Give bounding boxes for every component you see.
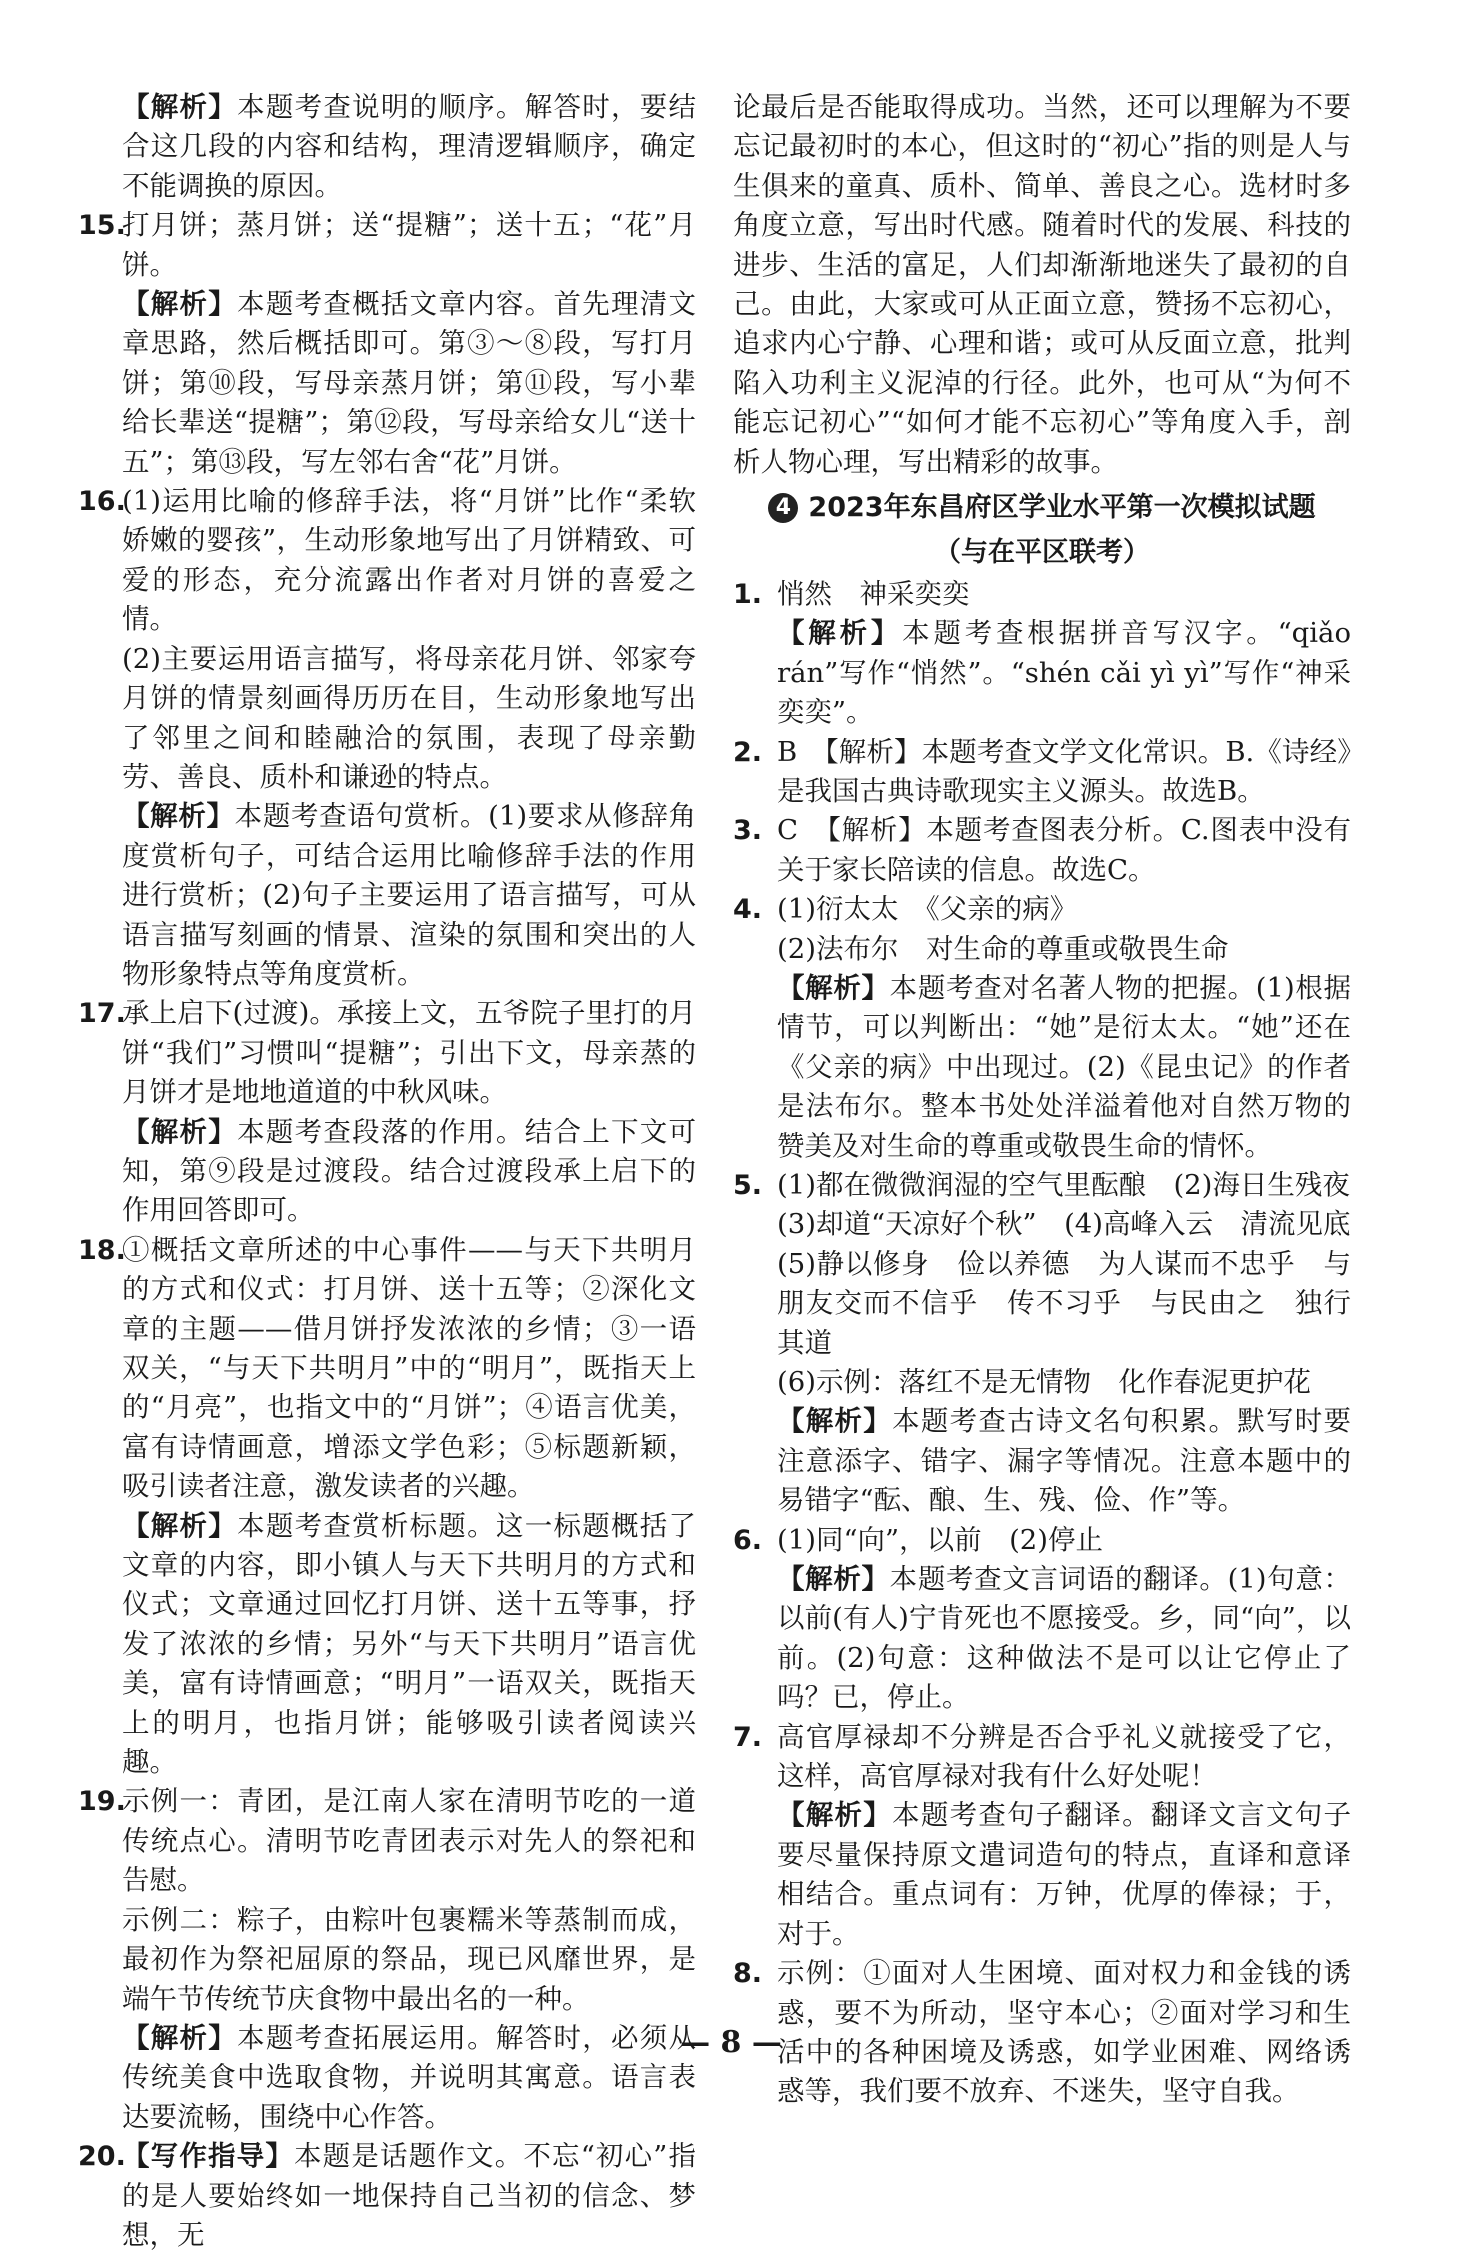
label-tag: 【解析】 xyxy=(122,91,238,123)
question-16 xyxy=(78,482,696,994)
answer: 承上启下(过渡)。承接上文，五爷院子里打的月饼“我们”习惯叫“提糖”；引出下文，母亲蒸的月饼才是地地道道的中秋风味。 xyxy=(122,997,696,1109)
question-1 xyxy=(733,575,1351,733)
answer: ①概括文章所述的中心事件——与天下共明月的方式和仪式：打月饼、送十五等；②深化文章的主题——借月饼抒发浓浓的乡情；③一语双关，“与天下共明月”中的“明月”，既指天上的“月亮”，也指文中的“月饼”；④语言优美，富有诗情画意，增添文学色彩；⑤标题新颖，吸引读者注意，激发读者的兴趣。 xyxy=(122,1233,696,1503)
question-4 xyxy=(733,890,1351,1166)
answer-part-2: (2)法布尔 对生命的尊重或敬畏生命 xyxy=(777,932,1229,965)
analysis: 【解析】本题考查概括文章内容。首先理清文章思路，然后概括即可。第③～⑧段，写打月饼；第⑩段，写母亲蒸月饼；第⑪段，写小辈给长辈送“提糖”；第⑫段，写母亲给女儿“送十五”；第⑬段，写左邻右舍“花”月饼。 xyxy=(122,288,697,478)
label-tag: 【解析】 xyxy=(777,1799,893,1832)
answer-part-1: (1)运用比喻的修辞手法，将“月饼”比作“柔软娇嫩的婴孩”，生动形象地写出了月饼精致、可爱的形态，充分流露出作者对月饼的喜爱之情。 xyxy=(122,485,696,636)
label-tag: 【解析】 xyxy=(777,971,890,1004)
left-column xyxy=(78,88,696,2255)
answer: 悄然 神采奕奕 xyxy=(777,577,970,610)
label-tag: 【解析】 xyxy=(122,288,238,321)
q14-jiexi-continued: 【解析】本题考查说明的顺序。解答时，要结合这几段的内容和结构，理清逻辑顺序，确定不能调换的原因。 xyxy=(122,91,697,202)
analysis: 【解析】本题考查拓展运用。解答时，必须从传统美食中选取食物，并说明其寓意。语言表达要流畅，围绕中心作答。 xyxy=(122,2021,697,2133)
question-2 xyxy=(733,733,1351,812)
question-number: 15. xyxy=(78,210,126,242)
writing-guide-continued: 论最后是否能取得成功。当然，还可以理解为不要忘记最初时的本心，但这时的“初心”指的则是人与生俱来的童真、质朴、简单、善良之心。选材时多角度立意，写出时代感。随着时代的发展、科技的进步、生活的富足，人们却渐渐地迷失了最初的自己。由此，大家或可从正面立意，赞扬不忘初心，追求内心宁静、心理和谐；或可从反面立意，批判陷入功利主义泥淖的行径。此外，也可从“为何不能忘记初心”“如何才能不忘初心”等角度入手，剖析人物心理，写出精彩的故事。 xyxy=(733,91,1351,478)
question-number: 8. xyxy=(733,1958,763,1990)
question-number: 3. xyxy=(733,815,763,847)
label-tag: 【解析】 xyxy=(122,1509,238,1542)
answer-part-1: (1)衍太太 《父亲的病》 xyxy=(777,893,1078,926)
answer: C 【解析】本题考查图表分析。C.图表中没有关于家长陪读的信息。故选C。 xyxy=(777,814,1351,886)
label-tag: 【解析】 xyxy=(122,2021,238,2054)
page-number: — 8 — xyxy=(680,2025,782,2060)
question-number: 19. xyxy=(78,1786,126,1818)
answer-example-1: 示例一：青团，是江南人家在清明节吃的一道传统点心。清明节吃青团表示对先人的祭祀和告慰。 xyxy=(122,1785,696,1897)
label-tag: 【解析】 xyxy=(777,1563,890,1596)
question-18 xyxy=(78,1231,696,1783)
answer-line-1: (1)都在微微润湿的空气里酝酿 (2)海日生残夜 xyxy=(777,1168,1350,1201)
question-15 xyxy=(78,206,696,482)
question-number: 2. xyxy=(733,736,763,768)
question-number: 5. xyxy=(733,1169,763,1201)
answer: (1)同“向”，以前 (2)停止 xyxy=(777,1523,1104,1556)
answer: 示例：①面对人生困境、面对权力和金钱的诱惑，要不为所动，坚守本心；②面对学习和生活中的各种困境及诱惑，如学业困难、网络诱惑等，我们要不放弃、不迷失，坚守自我。 xyxy=(777,1957,1351,2108)
answer-example-2: 示例二：粽子，由粽叶包裹糯米等蒸制而成，最初作为祭祀屈原的祭品，现已风靡世界，是端午节传统节庆食物中最出名的一种。 xyxy=(122,1903,696,2015)
question-number: 20. xyxy=(78,2141,126,2173)
answer: 打月饼；蒸月饼；送“提糖”；送十五；“花”月饼。 xyxy=(122,209,696,281)
question-5 xyxy=(733,1166,1351,1521)
label-tag: 【解析】 xyxy=(122,1115,238,1148)
question-number: 16. xyxy=(78,486,126,518)
analysis: 【解析】本题考查文言词语的翻译。(1)句意：以前(有人)宁肯死也不愿接受。乡，同“向”，以前。(2)句意：这种做法不是可以让它停止了吗？已，停止。 xyxy=(777,1563,1352,1714)
analysis: 【解析】本题考查对名著人物的把握。(1)根据情节，可以判断出：“她”是衍太太。“她”还在《父亲的病》中出现过。(2)《昆虫记》的作者是法布尔。整本书处处洋溢着他对自然万物的赞美及对生命的尊重或敬畏生命的情怀。 xyxy=(777,971,1352,1162)
question-number: 17. xyxy=(78,998,126,1030)
answer-line-3: (5)静以修身 俭以养德 为人谋而不忠乎 与朋友交而不信乎 传不习乎 与民由之 独行其道 xyxy=(777,1247,1351,1359)
label-tag: 【解析】 xyxy=(777,617,903,650)
question-17 xyxy=(78,994,696,1230)
question-number: 18. xyxy=(78,1234,126,1266)
right-column xyxy=(733,88,1351,2112)
section-title-text: 2023年东昌府区学业水平第一次模拟试题 xyxy=(808,492,1316,524)
writing-guide: 【写作指导】本题是话题作文。不忘“初心”指的是人要始终如一地保持自己当初的信念、梦想，无 xyxy=(122,2140,696,2251)
analysis: 【解析】本题考查语句赏析。(1)要求从修辞角度赏析句子，可结合运用比喻修辞手法的作用进行赏析；(2)句子主要运用了语言描写，可从语言描写刻画的情景、渲染的氛围和突出的人物形象特点等角度赏析。 xyxy=(122,800,697,990)
question-number: 1. xyxy=(733,578,763,610)
question-20 xyxy=(78,2137,696,2255)
question-3 xyxy=(733,811,1351,890)
analysis: 【解析】本题考查赏析标题。这一标题概括了文章的内容，即小镇人与天下共明月的方式和仪式；文章通过回忆打月饼、送十五等事，抒发了浓浓的乡情；另外“与天下共明月”语言优美，富有诗情画意；“明月”一语双关，既指天上的明月，也指月饼；能够吸引读者阅读兴趣。 xyxy=(122,1509,697,1779)
label-tag: 【写作指导】 xyxy=(122,2140,295,2173)
section-badge: 4 xyxy=(768,493,798,523)
analysis: 【解析】本题考查段落的作用。结合上下文可知，第⑨段是过渡段。结合过渡段承上启下的作用回答即可。 xyxy=(122,1115,697,1227)
question-number: 6. xyxy=(733,1524,763,1556)
analysis: 【解析】本题考查根据拼音写汉字。“qiǎo rán”写作“悄然”。“shén cǎi yì yì”写作“神采奕奕”。 xyxy=(777,617,1351,729)
question-7 xyxy=(733,1718,1351,1954)
answer: 高官厚禄却不分辨是否合乎礼义就接受了它，这样，高官厚禄对我有什么好处呢！ xyxy=(777,1720,1351,1793)
question-19 xyxy=(78,1782,696,2137)
answer-line-2: (3)却道“天凉好个秋” (4)高峰入云 清流见底 xyxy=(777,1208,1351,1241)
label-tag: 【解析】 xyxy=(777,1405,893,1438)
answer: B 【解析】本题考查文学文化常识。B.《诗经》是我国古典诗歌现实主义源头。故选B。 xyxy=(777,735,1351,807)
question-6 xyxy=(733,1521,1351,1718)
answer-part-2: (2)主要运用语言描写，将母亲花月饼、邻家夸月饼的情景刻画得历历在目，生动形象地写出了邻里之间和睦融洽的氛围，表现了母亲勤劳、善良、质朴和谦逊的特点。 xyxy=(122,642,696,793)
analysis: 【解析】本题考查古诗文名句积累。默写时要注意添字、错字、漏字等情况。注意本题中的易错字“酝、酿、生、残、俭、作”等。 xyxy=(777,1405,1352,1517)
analysis: 【解析】本题考查句子翻译。翻译文言文句子要尽量保持原文遣词造句的特点，直译和意译相结合。重点词有：万钟，优厚的俸禄；于，对于。 xyxy=(777,1799,1352,1950)
answer-line-4: (6)示例：落红不是无情物 化作春泥更护花 xyxy=(777,1366,1311,1398)
section-title xyxy=(733,488,1351,527)
question-number: 4. xyxy=(733,894,763,926)
label-tag: 【解析】 xyxy=(122,800,235,833)
section-subtitle: （与在平区联考） xyxy=(934,537,1150,569)
question-number: 7. xyxy=(733,1721,763,1753)
